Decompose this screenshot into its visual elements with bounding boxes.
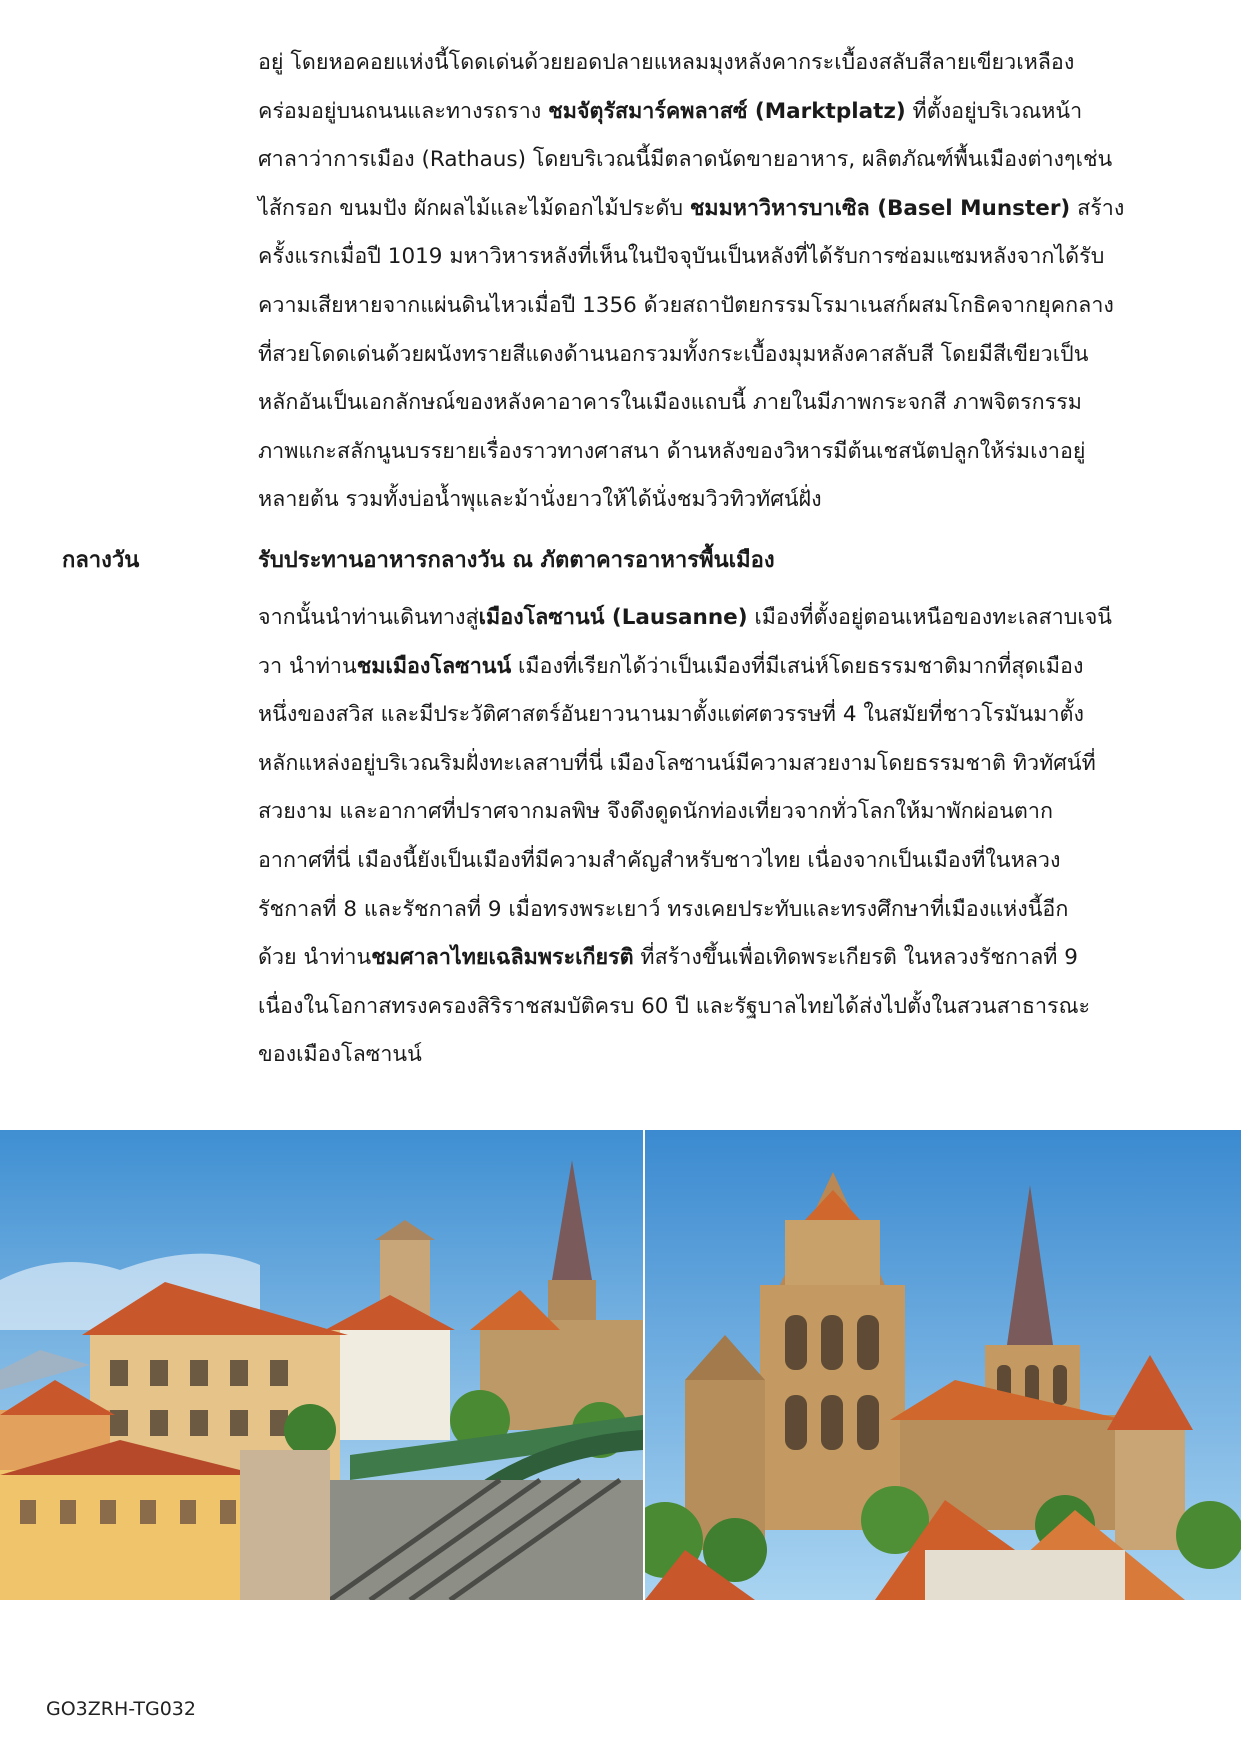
lausanne-cathedral-photo <box>645 1130 1241 1600</box>
basel-paragraph-text: หลายต้น รวมทั้งบ่อน้ำพุและม้านั่งยาวให้ได้นั่งชมวิวทิวทัศน์ฝั่ง <box>258 487 822 513</box>
paragraph-lausanne <box>258 594 1188 1080</box>
basel-paragraph-text: ความเสียหายจากแผ่นดินไหวเมื่อปี 1356 ด้วยสถาปัตยกรรมโรมาเนสก์ผสมโกธิคจากยุคกลาง <box>258 292 1114 318</box>
basel-paragraph-text: ไส้กรอก ขนมปัง ผักผลไม้และไม้ดอกไม้ประดับ <box>258 195 690 221</box>
basel-paragraph-line <box>258 282 1188 331</box>
basel-paragraph-highlight: ชมจัตุรัสมาร์คพลาสซ์ (Marktplatz) <box>548 98 906 124</box>
lausanne-paragraph-line <box>258 594 1188 643</box>
lausanne-paragraph-text: สวยงาม และอากาศที่ปราศจากมลพิษ จึงดึงดูดนักท่องเที่ยวจากทั่วโลกให้มาพักผ่อนตาก <box>258 799 1053 825</box>
basel-paragraph-text: สร้าง <box>1070 195 1125 221</box>
lausanne-paragraph-highlight: เมืองโลซานน์ (Lausanne) <box>478 605 748 630</box>
lausanne-paragraph-highlight: ชมศาลาไทยเฉลิมพระเกียรติ <box>371 945 634 971</box>
lausanne-paragraph-line <box>258 740 1188 789</box>
basel-paragraph-line <box>258 233 1188 282</box>
basel-paragraph-text: ภาพแกะสลักนูนบรรยายเรื่องราวทางศาสนา ด้านหลังของวิหารมีต้นเชสนัตปลูกให้ร่มเงาอยู่ <box>258 438 1086 464</box>
lausanne-paragraph-text: จากนั้นนำท่านเดินทางสู่ <box>258 605 479 630</box>
lausanne-paragraph-text: ที่สร้างขึ้นเพื่อเทิดพระเกียรติ ในหลวงรัชกาลที่ 9 <box>633 945 1078 971</box>
basel-paragraph-line <box>258 39 1188 88</box>
lausanne-bridge-photo <box>0 1130 643 1600</box>
lausanne-paragraph-text: เนื่องในโอกาสทรงครองสิริราชสมบัติครบ 60 ปี และรัฐบาลไทยได้ส่งไปตั้งในสวนสาธารณะ <box>258 993 1091 1019</box>
basel-paragraph-text: ที่สวยโดดเด่นด้วยผนังทรายสีแดงด้านนอกรวมทั้งกระเบื้องมุมหลังคาสลับสี โดยมีสีเขียวเป็น <box>258 341 1089 367</box>
basel-paragraph-text: ที่ตั้งอยู่บริเวณหน้า <box>905 98 1083 124</box>
paragraph-basel <box>258 39 1188 525</box>
basel-paragraph-text: หลักอันเป็นเอกลักษณ์ของหลังคาอาคารในเมืองแถบนี้ ภายในมีภาพกระจกสี ภาพจิตรกรรม <box>258 390 1082 416</box>
basel-paragraph-line <box>258 136 1188 185</box>
lausanne-paragraph-line <box>258 643 1188 692</box>
lunch-heading: รับประทานอาหารกลางวัน ณ ภัตตาคารอาหารพื้นเมือง <box>258 548 775 573</box>
basel-paragraph-line <box>258 185 1188 234</box>
lunch-label: กลางวัน <box>62 548 140 573</box>
basel-paragraph-text: ครั้งแรกเมื่อปี 1019 มหาวิหารหลังที่เห็นในปัจจุบันเป็นหลังที่ได้รับการซ่อมแซมหลังจากได้รับ <box>258 244 1105 270</box>
lausanne-paragraph-text: หลักแหล่งอยู่บริเวณริมฝั่งทะเลสาบที่นี่ เมืองโลซานน์มีความสวยงามโดยธรรมชาติ ทิวทัศน์ที่ <box>258 750 1096 776</box>
basel-paragraph-line <box>258 379 1188 428</box>
lausanne-paragraph-line <box>258 788 1188 837</box>
basel-paragraph-text: คร่อมอยู่บนถนนและทางรถราง <box>258 98 549 124</box>
lausanne-paragraph-text: หนึ่งของสวิส และมีประวัติศาสตร์อันยาวนานมาตั้งแต่ศตวรรษที่ 4 ในสมัยที่ชาวโรมันมาตั้ง <box>258 702 1084 728</box>
lausanne-paragraph-text: ด้วย นำท่าน <box>258 945 372 971</box>
basel-paragraph-line <box>258 88 1188 137</box>
lausanne-paragraph-line <box>258 934 1188 983</box>
lausanne-paragraph-line <box>258 1031 1188 1080</box>
lausanne-paragraph-text: รัชกาลที่ 8 และรัชกาลที่ 9 เมื่อทรงพระเยาว์ ทรงเคยประทับและทรงศึกษาที่เมืองแห่งนี้อีก <box>258 896 1069 922</box>
basel-paragraph-line <box>258 331 1188 380</box>
basel-paragraph-line <box>258 476 1188 525</box>
lausanne-bridge-illustration <box>0 1130 643 1600</box>
lausanne-paragraph-highlight: ชมเมืองโลซานน์ <box>356 653 512 679</box>
lausanne-cathedral-illustration <box>645 1130 1241 1600</box>
lausanne-paragraph-text: วา นำท่าน <box>258 653 357 679</box>
basel-paragraph-highlight: ชมมหาวิหารบาเซิล (Basel Munster) <box>689 195 1071 221</box>
lausanne-paragraph-line <box>258 886 1188 935</box>
lausanne-paragraph-line <box>258 837 1188 886</box>
basel-paragraph-text: ศาลาว่าการเมือง (Rathaus) โดยบริเวณนี้มีตลาดนัดขายอาหาร, ผลิตภัณฑ์พื้นเมืองต่างๆเช่น <box>258 147 1113 173</box>
lausanne-paragraph-text: เมืองที่ตั้งอยู่ตอนเหนือของทะเลสาบเจนี <box>747 605 1112 630</box>
document-code: GO3ZRH-TG032 <box>46 1698 196 1720</box>
basel-paragraph-text: อยู่ โดยหอคอยแห่งนี้โดดเด่นด้วยยอดปลายแหลมมุงหลังคากระเบื้องสลับสีลายเขียวเหลือง <box>258 50 1075 75</box>
lausanne-paragraph-text: อากาศที่นี่ เมืองนี้ยังเป็นเมืองที่มีความสำคัญสำหรับชาวไทย เนื่องจากเป็นเมืองที่ในหลวง <box>258 847 1061 873</box>
lausanne-paragraph-line <box>258 691 1188 740</box>
lausanne-paragraph-line <box>258 983 1188 1032</box>
lausanne-paragraph-text: ของเมืองโลซานน์ <box>258 1042 422 1068</box>
basel-paragraph-line <box>258 428 1188 477</box>
lausanne-paragraph-text: เมืองที่เรียกได้ว่าเป็นเมืองที่มีเสน่ห์โดยธรรมชาติมากที่สุดเมือง <box>511 653 1084 679</box>
